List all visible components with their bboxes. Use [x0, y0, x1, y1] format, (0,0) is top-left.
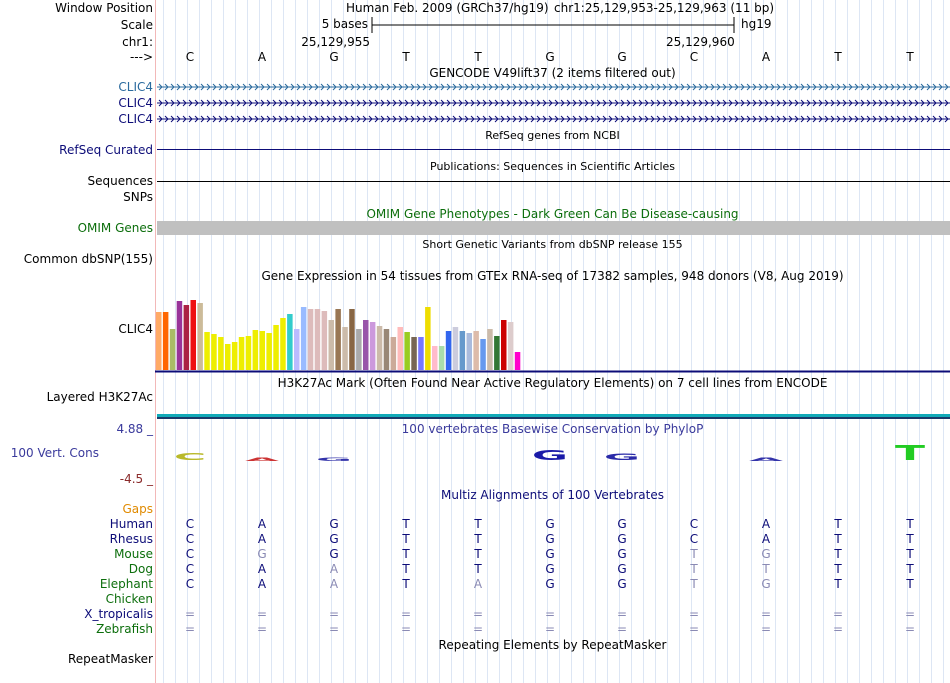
gencode-item-label[interactable]: CLIC4: [118, 80, 153, 94]
alignment-base: =: [688, 607, 700, 621]
gtex-tissue-bar: [460, 331, 466, 370]
alignment-base: T: [906, 562, 914, 576]
gtex-tissue-bar: [204, 332, 210, 370]
gtex-tissue-bar: [370, 322, 376, 370]
cons-logo-letter: T: [894, 441, 926, 466]
alignment-base: T: [474, 517, 482, 531]
alignment-base: T: [690, 562, 698, 576]
gtex-tissue-bar: [404, 332, 410, 370]
gtex-tissue-bar: [218, 337, 224, 370]
species-label[interactable]: Elephant: [99, 577, 153, 591]
gencode-track-title[interactable]: GENCODE V49lift37 (2 items filtered out): [429, 66, 676, 80]
alignment-base: =: [616, 607, 628, 621]
window-position-label: Window Position: [55, 1, 153, 15]
alignment-base: T: [474, 532, 482, 546]
alignment-base: A: [257, 532, 267, 546]
base-letter: G: [617, 50, 627, 64]
gtex-tissue-bar: [335, 309, 341, 370]
coord-left: 25,129,955: [301, 35, 370, 49]
h3k27ac-label[interactable]: Layered H3K27Ac: [46, 390, 153, 404]
alignment-base: =: [760, 622, 772, 636]
alignment-base: =: [904, 607, 916, 621]
alignment-base: A: [761, 532, 771, 546]
strand-label: --->: [129, 50, 153, 64]
gtex-tissue-bar: [398, 327, 404, 370]
gtex-tissue-bar: [322, 311, 328, 370]
assembly-label: Human Feb. 2009 (GRCh37/hg19): [346, 1, 549, 15]
alignment-base: A: [473, 577, 483, 591]
gtex-tissue-bar: [342, 327, 348, 370]
gtex-tissue-bar: [156, 312, 162, 370]
omim-track-title[interactable]: OMIM Gene Phenotypes - Dark Green Can Be Disease-causing: [366, 207, 739, 221]
refseq-gene-line[interactable]: [157, 149, 950, 150]
scale-bar: [370, 15, 736, 35]
alignment-base: =: [256, 607, 268, 621]
gtex-tissue-bar: [391, 337, 397, 370]
base-letter: T: [834, 50, 842, 64]
alignment-base: T: [834, 547, 842, 561]
gtex-tissue-bar: [432, 346, 438, 370]
alignment-base: T: [402, 517, 410, 531]
alignment-base: C: [185, 532, 195, 546]
base-letter: T: [474, 50, 482, 64]
alignment-base: T: [906, 517, 914, 531]
gtex-tissue-bar: [239, 337, 245, 370]
gtex-bar-chart[interactable]: [155, 282, 950, 374]
gtex-tissue-bar: [329, 320, 335, 370]
alignment-base: T: [690, 547, 698, 561]
alignment-base: C: [689, 517, 699, 531]
base-letter: C: [689, 50, 699, 64]
alignment-base: C: [689, 532, 699, 546]
alignment-base: =: [472, 622, 484, 636]
alignment-base: T: [474, 547, 482, 561]
alignment-base: G: [329, 517, 339, 531]
cons-logo-letter: G: [531, 447, 569, 464]
cons-logo-letter: G: [603, 452, 641, 463]
alignment-base: A: [329, 577, 339, 591]
alignment-base: T: [402, 577, 410, 591]
gtex-tissue-bar: [377, 326, 383, 370]
alignment-base: T: [690, 577, 698, 591]
alignment-base: G: [545, 517, 555, 531]
alignment-base: T: [402, 547, 410, 561]
alignment-base: G: [545, 577, 555, 591]
scale-text: 5 bases: [321, 17, 368, 31]
alignment-base: G: [329, 532, 339, 546]
alignment-base: =: [688, 622, 700, 636]
omim-label[interactable]: OMIM Genes: [77, 221, 153, 235]
alignment-base: A: [329, 562, 339, 576]
alignment-base: C: [185, 562, 195, 576]
species-label[interactable]: Chicken: [105, 592, 153, 606]
gtex-tissue-bar: [487, 329, 493, 370]
alignment-base: =: [832, 607, 844, 621]
cons-logo-letter: G: [315, 457, 353, 463]
cons-min-label: -4.5 _: [119, 472, 153, 486]
gtex-tissue-bar: [280, 318, 286, 370]
base-letter: A: [761, 50, 771, 64]
alignment-base: T: [906, 532, 914, 546]
repeatmasker-track-title[interactable]: Repeating Elements by RepeatMasker: [438, 638, 667, 652]
gtex-tissue-bar: [363, 320, 369, 370]
alignment-base: C: [185, 547, 195, 561]
species-label[interactable]: Rhesus: [109, 532, 153, 546]
gtex-tissue-bar: [301, 307, 307, 370]
alignment-base: T: [402, 562, 410, 576]
alignment-base: G: [617, 532, 627, 546]
base-letter: G: [329, 50, 339, 64]
gtex-tissue-bar: [273, 325, 279, 370]
gtex-tissue-bar: [170, 329, 176, 370]
alignment-base: =: [544, 622, 556, 636]
h3k27ac-signal-base[interactable]: [157, 417, 950, 419]
gtex-tissue-bar: [287, 314, 293, 370]
omim-gene-bar[interactable]: [157, 221, 950, 235]
base-letter: A: [257, 50, 267, 64]
h3k27ac-track-title[interactable]: H3K27Ac Mark (Often Found Near Active Regulatory Elements) on 7 cell lines from ENCODE: [277, 376, 828, 390]
species-label[interactable]: Human: [109, 517, 153, 531]
gtex-tissue-bar: [253, 330, 259, 370]
multiz-track-title[interactable]: Multiz Alignments of 100 Vertebrates: [440, 488, 665, 502]
alignment-base: G: [545, 547, 555, 561]
publications-line[interactable]: [157, 181, 950, 182]
chrom-label: chr1:: [122, 35, 153, 49]
alignment-base: =: [400, 622, 412, 636]
alignment-base: T: [834, 562, 842, 576]
alignment-base: G: [617, 517, 627, 531]
alignment-base: =: [184, 622, 196, 636]
alignment-base: =: [904, 622, 916, 636]
dbsnp-track-title[interactable]: Short Genetic Variants from dbSNP release 155: [422, 238, 683, 251]
cons-logo-letter: A: [748, 457, 784, 463]
gtex-tissue-bar: [473, 331, 479, 370]
base-letter: T: [402, 50, 410, 64]
alignment-base: G: [545, 562, 555, 576]
gtex-tissue-bar: [467, 333, 473, 370]
alignment-base: =: [400, 607, 412, 621]
refseq-track-title[interactable]: RefSeq genes from NCBI: [485, 129, 620, 142]
cons-track-title[interactable]: 100 vertebrates Basewise Conservation by PhyloP: [401, 422, 704, 436]
coord-right: 25,129,960: [666, 35, 735, 49]
alignment-base: =: [256, 622, 268, 636]
alignment-base: T: [906, 547, 914, 561]
scale-label: Scale: [120, 18, 153, 32]
base-letter: T: [906, 50, 914, 64]
gtex-tissue-bar: [163, 312, 169, 370]
publications-label[interactable]: Sequences: [87, 174, 153, 188]
alignment-base: A: [761, 517, 771, 531]
scale-db: hg19: [741, 17, 772, 31]
species-label[interactable]: Zebrafish: [96, 622, 153, 636]
alignment-base: A: [257, 577, 267, 591]
gtex-tissue-bar: [191, 300, 197, 370]
gtex-tissue-bar: [225, 344, 231, 370]
alignment-base: A: [257, 562, 267, 576]
gtex-tissue-bar: [453, 327, 459, 370]
alignment-base: =: [760, 607, 772, 621]
alignment-base: T: [834, 577, 842, 591]
gtex-label[interactable]: CLIC4: [118, 322, 153, 336]
gtex-tissue-bar: [356, 329, 362, 370]
alignment-base: T: [474, 562, 482, 576]
gtex-tissue-bar: [315, 309, 321, 370]
alignment-base: G: [761, 547, 771, 561]
alignment-base: =: [544, 607, 556, 621]
gtex-tissue-bar: [411, 337, 417, 370]
gtex-track-title[interactable]: Gene Expression in 54 tissues from GTEx RNA-seq of 17382 samples, 948 donors (V8, Aug 2019): [261, 269, 844, 283]
gtex-tissue-bar: [446, 331, 452, 370]
gtex-tissue-bar: [197, 303, 203, 370]
gtex-tissue-bar: [211, 334, 217, 370]
alignment-base: T: [906, 577, 914, 591]
alignment-base: G: [617, 562, 627, 576]
gtex-tissue-bar: [246, 336, 252, 370]
gtex-tissue-bar: [184, 305, 190, 370]
cons-logo-letter: C: [173, 450, 207, 463]
gtex-tissue-bar: [425, 307, 431, 370]
gencode-item-label[interactable]: CLIC4: [118, 112, 153, 126]
alignment-base: =: [472, 607, 484, 621]
gtex-tissue-bar: [418, 337, 424, 370]
alignment-base: C: [185, 517, 195, 531]
alignment-base: G: [545, 532, 555, 546]
dbsnp-label[interactable]: Common dbSNP(155): [23, 252, 153, 266]
alignment-base: =: [832, 622, 844, 636]
gtex-tissue-bar: [294, 329, 300, 370]
gtex-tissue-bar: [349, 309, 355, 370]
snps-label[interactable]: SNPs: [123, 190, 153, 204]
gtex-tissue-bar: [260, 331, 266, 370]
species-label[interactable]: Dog: [128, 562, 153, 576]
alignment-base: T: [402, 532, 410, 546]
alignment-base: T: [834, 517, 842, 531]
gaps-label[interactable]: Gaps: [122, 502, 153, 516]
gtex-tissue-bar: [515, 352, 521, 370]
alignment-base: =: [328, 607, 340, 621]
species-label[interactable]: Mouse: [114, 547, 153, 561]
alignment-base: G: [617, 547, 627, 561]
gtex-tissue-bar: [439, 346, 445, 370]
gtex-tissue-bar: [384, 329, 390, 370]
gtex-tissue-bar: [177, 301, 183, 370]
species-label[interactable]: X_tropicalis: [84, 607, 153, 621]
alignment-base: G: [329, 547, 339, 561]
gtex-tissue-bar: [501, 320, 507, 370]
alignment-base: T: [762, 562, 770, 576]
gencode-item-label[interactable]: CLIC4: [118, 96, 153, 110]
publications-track-title[interactable]: Publications: Sequences in Scientific Articles: [430, 160, 675, 173]
cons-logo-letter: A: [244, 457, 280, 463]
repeatmasker-label[interactable]: RepeatMasker: [67, 652, 153, 666]
alignment-base: =: [616, 622, 628, 636]
cons-max-label: 4.88 _: [116, 422, 153, 436]
alignment-base: C: [185, 577, 195, 591]
gtex-tissue-bar: [308, 309, 314, 370]
gtex-tissue-bar: [480, 339, 486, 370]
gtex-tissue-bar: [494, 336, 500, 370]
alignment-base: =: [328, 622, 340, 636]
gtex-tissue-bar: [232, 342, 238, 370]
alignment-base: G: [617, 577, 627, 591]
cons-label[interactable]: 100 Vert. Cons: [10, 446, 99, 460]
base-letter: C: [185, 50, 195, 64]
alignment-base: G: [761, 577, 771, 591]
cons-logo[interactable]: [155, 440, 950, 480]
alignment-base: A: [257, 517, 267, 531]
position-label[interactable]: chr1:25,129,953-25,129,963 (11 bp): [554, 1, 775, 15]
refseq-label[interactable]: RefSeq Curated: [59, 143, 153, 157]
gencode-transcripts[interactable]: [155, 80, 950, 128]
gtex-tissue-bar: [266, 333, 272, 370]
alignment-base: T: [834, 532, 842, 546]
gtex-tissue-bar: [508, 322, 514, 370]
alignment-base: =: [184, 607, 196, 621]
base-letter: G: [545, 50, 555, 64]
alignment-base: G: [257, 547, 267, 561]
